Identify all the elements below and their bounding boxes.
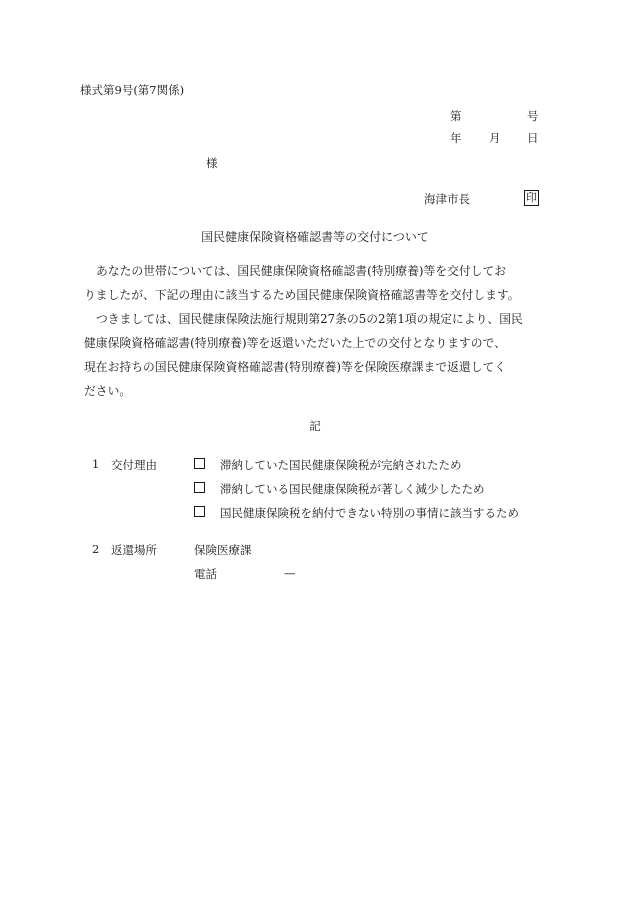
reason-1-text: 滞納していた国民健康保険税が完納されたため bbox=[220, 458, 462, 472]
number-go: 号 bbox=[527, 109, 539, 123]
date-year: 年 bbox=[450, 131, 462, 145]
return-place: 保険医療課 bbox=[194, 543, 252, 557]
item-2-label: 返還場所 bbox=[111, 543, 157, 557]
checkbox-icon bbox=[194, 506, 205, 517]
item-1-number: 1 bbox=[92, 457, 100, 471]
reason-3-text: 国民健康保険税を納付できない特別の事情に該当するため bbox=[220, 506, 519, 520]
paragraph-1 bbox=[84, 259, 554, 307]
checkbox-icon bbox=[194, 458, 205, 469]
paragraph-1-line-1: あなたの世帯については、国民健康保険資格確認書(特別療養)等を交付してお bbox=[96, 264, 507, 278]
addressee-suffix: 様 bbox=[206, 156, 218, 170]
phone-dash: — bbox=[284, 566, 296, 580]
checkbox-icon bbox=[194, 482, 205, 493]
paragraph-2-line-3: 現在お持ちの国民健康保険資格確認書(特別療養)等を保険医療課まで返還してく bbox=[84, 360, 507, 374]
paragraph-2 bbox=[84, 307, 554, 403]
checkbox-reason-2[interactable] bbox=[194, 481, 205, 495]
number-dai: 第 bbox=[450, 109, 462, 123]
date-month: 月 bbox=[489, 131, 501, 145]
seal-mark: 印 bbox=[526, 191, 537, 204]
checkbox-reason-1[interactable] bbox=[194, 457, 205, 471]
paragraph-1-line-2: りましたが、下記の理由に該当するため国民健康保険資格確認書等を交付します。 bbox=[84, 288, 520, 302]
reason-2-text: 滞納している国民健康保険税が著しく減少したため bbox=[220, 482, 485, 496]
issuer: 海津市長 bbox=[424, 192, 470, 206]
phone-label: 電話 bbox=[194, 567, 217, 581]
item-2-number: 2 bbox=[92, 542, 100, 556]
paragraph-2-line-2: 健康保険資格確認書(特別療養)等を返還いただいた上での交付となりますので、 bbox=[84, 336, 506, 350]
paragraph-2-line-4: ださい。 bbox=[84, 384, 132, 398]
item-1-label: 交付理由 bbox=[111, 458, 157, 472]
checkbox-reason-3[interactable] bbox=[194, 505, 205, 519]
document-title: 国民健康保険資格確認書等の交付について bbox=[201, 230, 429, 244]
date-day: 日 bbox=[527, 131, 539, 145]
ki-heading: 記 bbox=[309, 419, 321, 433]
paragraph-2-line-1: つきましては、国民健康保険法施行規則第27条の5の2第1項の規定により、国民 bbox=[96, 312, 523, 326]
form-number: 様式第9号(第7関係) bbox=[80, 83, 185, 97]
